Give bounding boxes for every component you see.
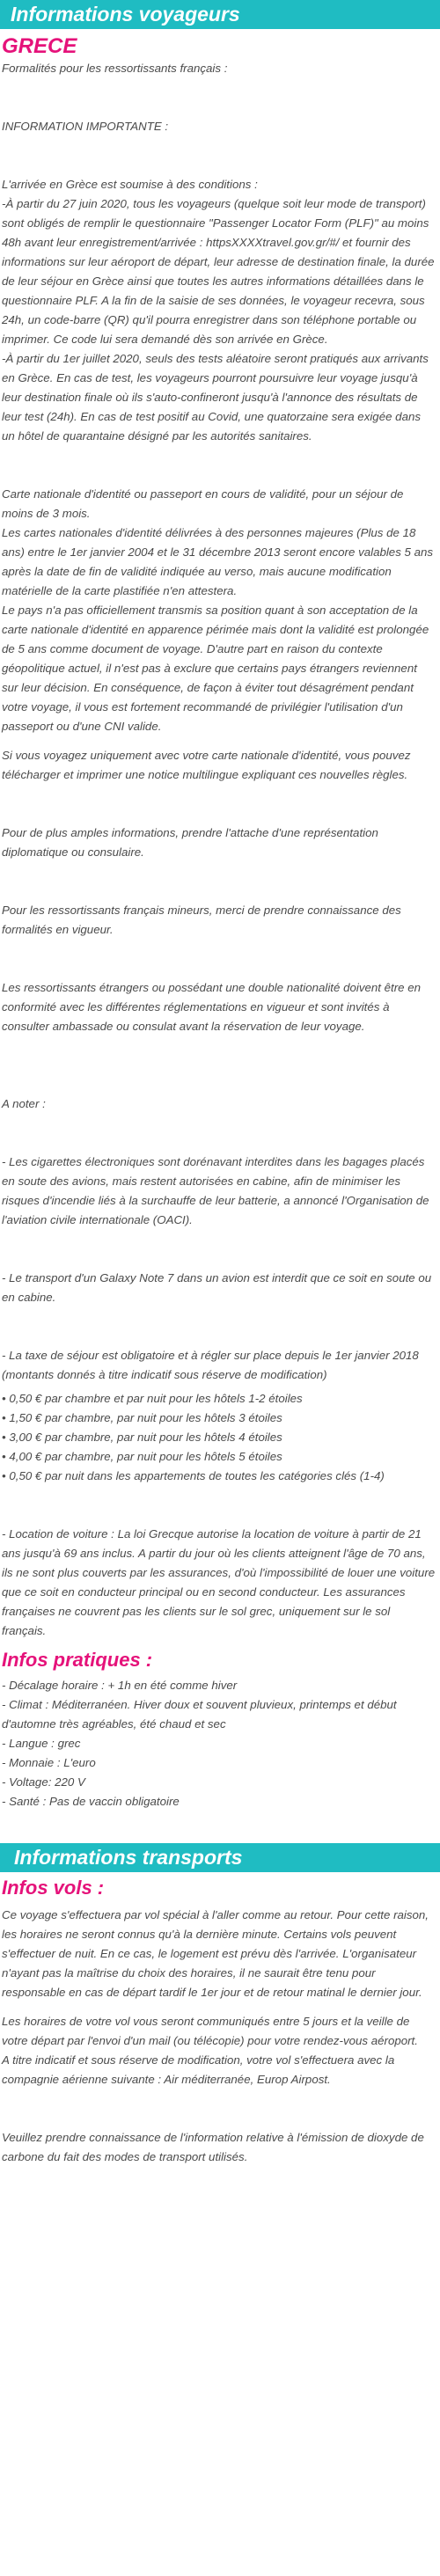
conditions-paragraph-2: -À partir du 1er juillet 2020, seuls des tests aléatoire seront pratiqués aux arrivants en Grèce. En cas de test, les voyageurs pourront poursuivre leur voyage jusqu'à leur destination finale où ils s'auto-confineront jusqu'à l'annonce des résultats de leur test (24h). En cas de test positif au Covid, une quatorzaine sera exigée dans un hôtel de quarantaine désigné par les autorités sanitaires. bbox=[2, 352, 429, 443]
foreigners-text: Les ressortissants étrangers ou possédant une double nationalité doivent être en conformité avec les différentes réglementations en vigueur et sont invités à consulter ambassade ou consulat avant la réservation de leur voyage. bbox=[2, 981, 422, 1033]
id-paragraph-2: Les cartes nationales d'identité délivrées à des personnes majeures (Plus de 18 ans) entre le 1er janvier 2004 et le 31 décembre 2013 seront encore valables 5 ans après la date de fin de validité indiquée au verso, mais aucune modification matérielle de la carte plastifiée n'en attestera. bbox=[2, 526, 434, 597]
co2-text: Veuillez prendre connaissance de l'information relative à l'émission de dioxyde de carbone du fait des modes de transport utilisés. bbox=[2, 2131, 424, 2163]
note-title: A noter : bbox=[2, 1097, 46, 1110]
conditions-paragraph-1: -À partir du 27 juin 2020, tous les voyageurs (quelque soit leur mode de transport) sont obligés de remplir le questionnaire "Passenger Locator Form (PLF)" au moins 48h avant leur enregistrement/arrivée : httpsXXXXtravel.gov.gr/#/ et fournir des informations sur leur aéroport de départ, leur adresse de destination finale, la durée de leur séjour en Grèce ainsi que toutes les autres informations détaillées dans le questionnaire PLF. A la fin de la saisie de ses données, le voyageur recevra, sous 24h, un code-barre (QR) qu'il pourra enregistrer dans son téléphone portable ou imprimer. Ce code lui sera demandé dès son arrivée en Grèce. bbox=[2, 197, 435, 346]
tax-item: • 4,00 € par chambre, par nuit pour les hôtels 5 étoiles bbox=[2, 1450, 282, 1463]
id-paragraph-1: Carte nationale d'identité ou passeport en cours de validité, pour un séjour de moins de 3 mois. bbox=[2, 487, 404, 520]
tax-list bbox=[2, 1389, 436, 1486]
cigarettes-text: - Les cigarettes électroniques sont dorénavant interdites dans les bagages placés en soute des avions, mais restent autorisées en cabine, afin de minimiser les risques d'incendie liés à la surchauffe de leur batterie, a annoncé l'Organisation de l'aviation civile internationale (OACI). bbox=[2, 1155, 429, 1226]
section-header-voyageurs: Informations voyageurs bbox=[0, 0, 440, 29]
galaxy-text: - Le transport d'un Galaxy Note 7 dans un avion est interdit que ce soit en soute ou en cabine. bbox=[2, 1271, 432, 1304]
pratique-item: - Monnaie : L'euro bbox=[2, 1756, 96, 1769]
vols-paragraph-3: A titre indicatif et sous réserve de modification, votre vol s'effectuera avec la compagnie aérienne suivante : Air méditerranée, Europ Airpost. bbox=[2, 2053, 395, 2086]
voyageurs-content bbox=[0, 59, 440, 1641]
tax-item: • 1,50 € par chambre, par nuit pour les hôtels 3 étoiles bbox=[2, 1411, 282, 1424]
pratique-item: - Santé : Pas de vaccin obligatoire bbox=[2, 1795, 180, 1808]
vols-paragraph-1: Ce voyage s'effectuera par vol spécial à l'aller comme au retour. Pour cette raison, les horaires ne seront connus qu'à la dernière minute. Certains vols peuvent s'effectuer de nuit. En ce cas, le logement est prévu dès l'arrivée. L'organisateur n'ayant pas la maîtrise du choix des horaires, il ne saurait être tenu pour responsable en cas de départ tardif le 1er jour et de retour matinal le dernier jour. bbox=[2, 1908, 429, 1999]
country-title: GRECE bbox=[2, 34, 77, 58]
vols-paragraph-2: Les horaires de votre vol vous seront communiqués entre 5 jours et la veille de votre départ par l'envoi d'un mail (ou télécopie) pour votre rendez-vous aéroport. bbox=[2, 2015, 418, 2047]
conditions-title: L'arrivée en Grèce est soumise à des conditions : bbox=[2, 178, 258, 191]
infos-pratiques-title: Infos pratiques : bbox=[2, 1649, 153, 1671]
tax-intro-text: - La taxe de séjour est obligatoire et à régler sur place depuis le 1er janvier 2018 (montants donnés à titre indicatif sous réserve de modification) bbox=[2, 1349, 419, 1381]
tax-item: • 0,50 € par nuit dans les appartements de toutes les catégories clés (1-4) bbox=[2, 1469, 385, 1482]
transports-content bbox=[0, 1906, 440, 2167]
more-info-text: Pour de plus amples informations, prendre l'attache d'une représentation diplomatique ou consulaire. bbox=[2, 826, 378, 859]
id-paragraph-3: Le pays n'a pas officiellement transmis sa position quant à son acceptation de la carte nationale d'identité en apparence périmée mais dont la validité est prolongée de 5 ans comme document de voyage. D'autre part en raison du contexte géopolitique actuel, il n'est pas à exclure que certains pays étrangers reviennent sur leur décision. En conséquence, de façon à éviter tout désagrément pendant votre voyage, il vous est fortement recommandé de privilégier l'utilisation d'un passeport ou d'une CNI valide. bbox=[2, 604, 429, 733]
section-header-transports: Informations transports bbox=[0, 1843, 440, 1872]
id-paragraph-4: Si vous voyagez uniquement avec votre carte nationale d'identité, vous pouvez télécharger et imprimer une notice multilingue expliquant ces nouvelles règles. bbox=[2, 749, 411, 781]
infos-vols-title: Infos vols : bbox=[2, 1877, 105, 1899]
intro-text: Formalités pour les ressortissants français : bbox=[2, 62, 228, 75]
minors-text: Pour les ressortissants français mineurs, merci de prendre connaissance des formalités en vigueur. bbox=[2, 904, 401, 936]
car-rental-text: - Location de voiture : La loi Grecque autorise la location de voiture à partir de 21 ans jusqu'à 69 ans inclus. A partir du jour où les clients atteignent l'âge de 70 ans, ils ne sont plus couverts par les assurances, d'où l'impossibilité de louer une voiture que ce soit en conducteur principal ou en second conducteur. Les assurances françaises ne couvrent pas les clients sur le sol grec, uniquement sur le sol français. bbox=[2, 1527, 436, 1637]
pratique-item: - Langue : grec bbox=[2, 1737, 81, 1750]
pratique-item: - Climat : Méditerranéen. Hiver doux et souvent pluvieux, printemps et début d'automne très agréables, été chaud et sec bbox=[2, 1698, 397, 1731]
tax-item: • 0,50 € par chambre et par nuit pour les hôtels 1-2 étoiles bbox=[2, 1392, 303, 1405]
pratiques-content bbox=[0, 1676, 440, 1811]
important-title: INFORMATION IMPORTANTE : bbox=[2, 120, 169, 133]
tax-item: • 3,00 € par chambre, par nuit pour les hôtels 4 étoiles bbox=[2, 1431, 282, 1444]
pratique-item: - Voltage: 220 V bbox=[2, 1775, 85, 1789]
pratique-item: - Décalage horaire : + 1h en été comme hiver bbox=[2, 1679, 238, 1692]
